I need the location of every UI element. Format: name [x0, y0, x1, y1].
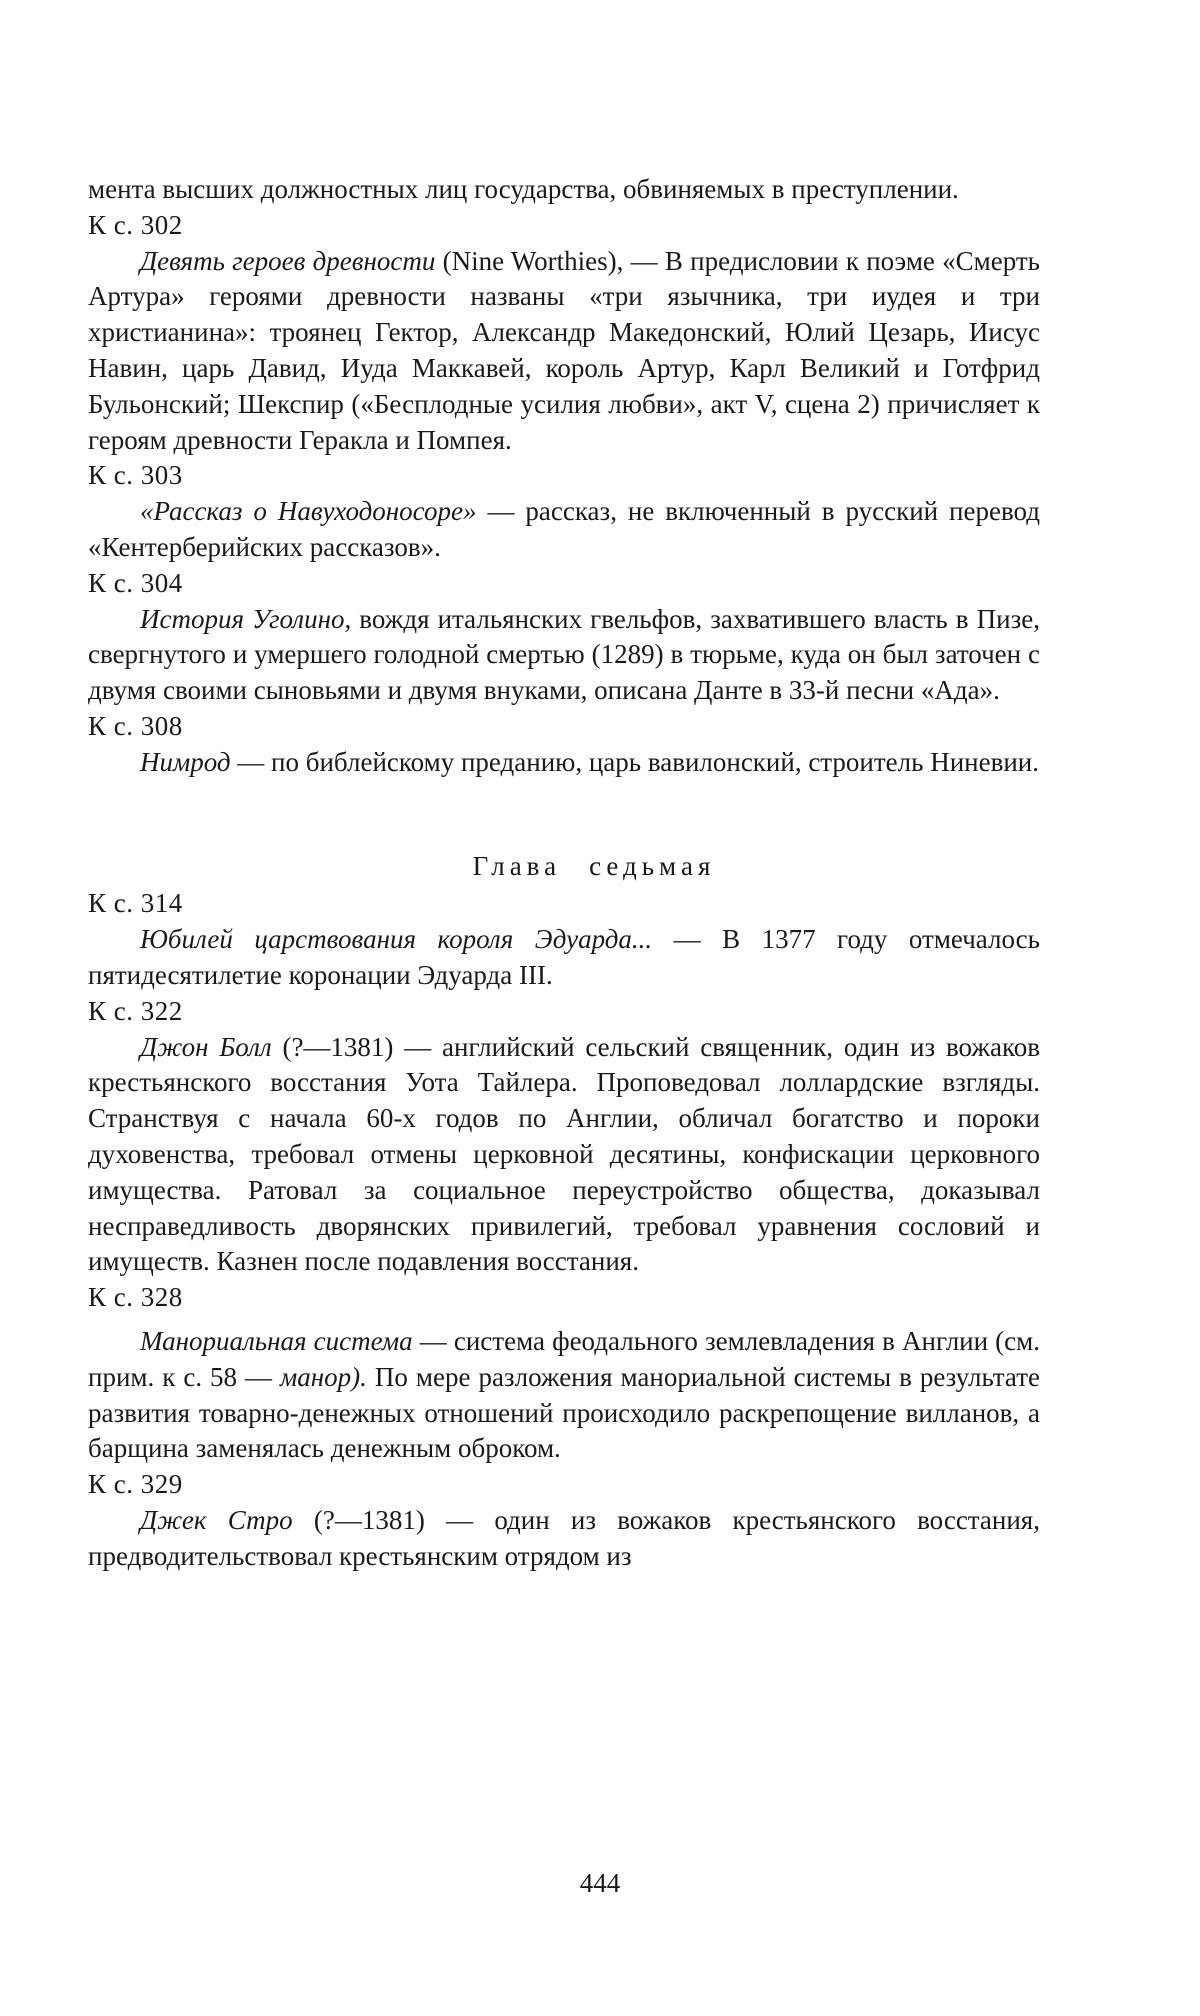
page-reference: К с. 303 [88, 460, 183, 491]
chapter-heading-word: Глава [472, 850, 562, 881]
italic-term: Юбилей царствования короля Эдуарда... [140, 924, 653, 955]
text-run: — В 1377 году отмечалось пятидесятилетие коронации Эдуарда III. [88, 924, 1040, 990]
text-run: По мере разложения манориальной системы в результате развития товарно-денежных отношений происходило раскрепощение вилланов, а барщина заменялась денежным оброком. [88, 1361, 1040, 1464]
text-run: вождя итальянских гвельфов, захватившего власть в Пизе, свергнутого и умершего голодной смертью (1289) в тюрьме, куда он был заточен с двумя своими сыновьями и двумя внуками, описана Данте в 33-й песни «Ада». [88, 603, 1040, 706]
italic-term: История Уголино, [140, 603, 352, 634]
paragraph [88, 172, 1040, 208]
page-reference: К с. 314 [88, 888, 183, 919]
text-run: (?—1381) — английский сельский священник, один из вожаков крестьянского восстания Уота Тайлера. Проповедовал лоллардские взгляды. Странствуя с начала 60-х годов по Англии, обличал богатство и пороки духовенства, требовал отмены церковной десятины, конфискации церковного имущества. Ратовал за социальное переустройство общества, доказывал несправедливость дворянских привилегий, требовал уравнения сословий и имуществ. Казнен после подавления восстания. [88, 1031, 1040, 1277]
text-run: — по библейскому преданию, царь вавилонский, строитель Ниневии. [230, 746, 1039, 777]
paragraph [88, 1503, 1040, 1575]
italic-term: манор). [280, 1361, 367, 1392]
italic-term: Джек Стро [140, 1504, 293, 1535]
text-run: — рассказ, не включенный в русский перевод «Кентерберийских рассказов». [88, 496, 1040, 562]
page-reference: К с. 302 [88, 209, 183, 240]
text-run: (?—1381) — один из вожаков крестьянского восстания, предводительствовал крестьянским отрядом из [88, 1504, 1040, 1571]
chapter-heading [88, 849, 1040, 885]
paragraph [88, 922, 1040, 994]
paragraph [88, 494, 1040, 566]
italic-term: «Рассказ о Навуходоносоре» [140, 496, 477, 527]
page-reference: К с. 328 [88, 1282, 183, 1313]
page-number: 444 [579, 1868, 621, 1898]
italic-term: Девять героев древности [140, 245, 436, 276]
italic-term: Джон Болл [140, 1031, 272, 1062]
page-reference: К с. 322 [88, 995, 183, 1026]
page-reference: К с. 308 [88, 710, 183, 741]
text-run: мента высших должностных лиц государства, обвиняемых в преступлении. [88, 174, 959, 204]
text-run: (Nine Worthies), — В предисловии к поэме «Смерть Артура» героями древности названы «три язычника, три иудея и три христианина»: троянец Гектор, Александр Македонский, Юлий Цезарь, Иисус Навин, царь Давид, Иуда Маккавей, король Артур, Карл Великий и Готфрид Бульонский; Шекспир («Бесплодные усилия любви», акт V, сцена 2) причисляет к героям древности Геракла и Помпея. [88, 245, 1040, 455]
paragraph [88, 1324, 1040, 1467]
chapter-heading-word: седьмая [589, 850, 716, 881]
page-reference: К с. 329 [88, 1469, 183, 1500]
page-reference: К с. 304 [88, 567, 183, 598]
paragraph [88, 244, 1040, 459]
italic-term: Нимрод [140, 746, 231, 777]
paragraph [88, 1030, 1040, 1281]
italic-term: Манориальная система [140, 1325, 413, 1356]
paragraph [88, 602, 1040, 709]
document-body [88, 172, 1040, 1574]
text-run: — система феодального землевладения в Англии (см. прим. к с. 58 — [88, 1325, 1040, 1392]
paragraph [88, 745, 1040, 781]
spacer [88, 1316, 1040, 1324]
